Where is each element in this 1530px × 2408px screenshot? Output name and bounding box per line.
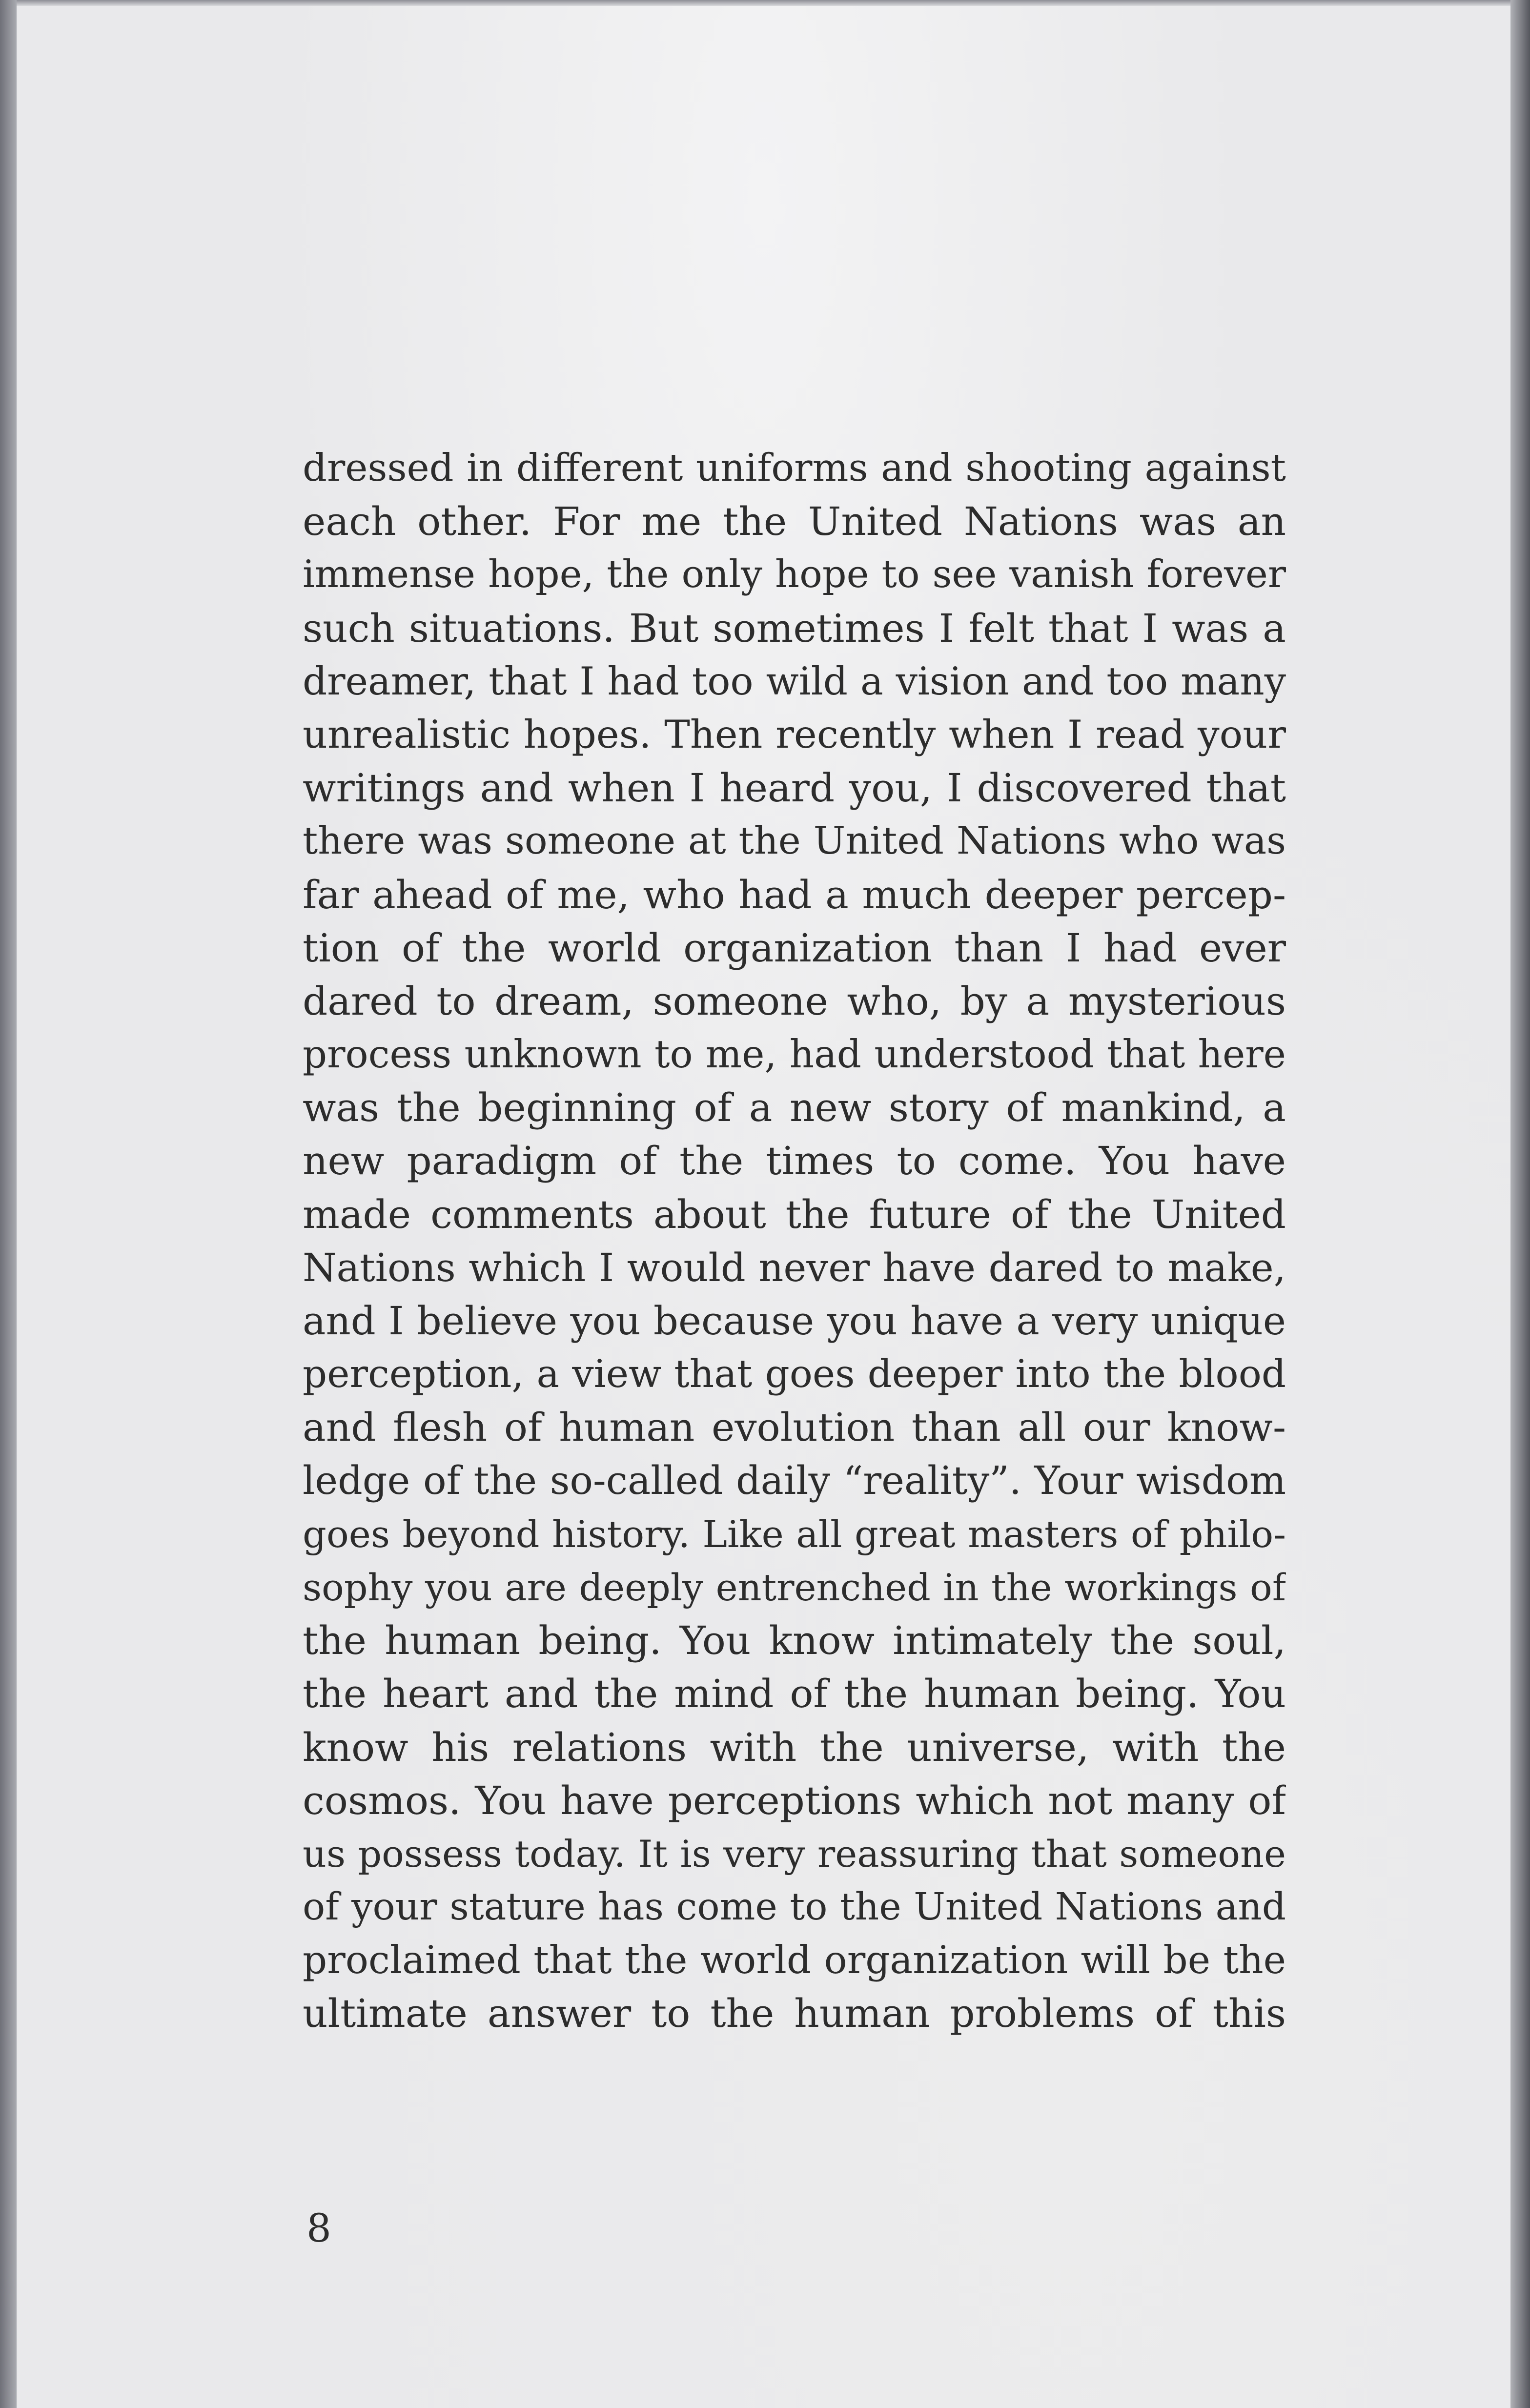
text-line: made comments about the future of the United [303, 1191, 1286, 1237]
text-line: dressed in different uniforms and shooting against [303, 446, 1286, 490]
text-line: immense hope, the only hope to see vanish forever [303, 552, 1286, 597]
text-line: far ahead of me, who had a much deeper percep- [303, 872, 1286, 918]
text-line: the human being. You know intimately the soul, [303, 1618, 1286, 1664]
text-line: was the beginning of a new story of mankind, a [303, 1085, 1286, 1131]
text-line: the heart and the mind of the human being. You [303, 1671, 1286, 1717]
text-line: each other. For me the United Nations was an [303, 499, 1286, 545]
text-line: such situations. But sometimes I felt that I was a [303, 605, 1286, 651]
scan-edge-left [0, 0, 17, 2408]
text-line: goes beyond history. Like all great masters of philo- [303, 1512, 1286, 1556]
text-line: sophy you are deeply entrenched in the workings of [303, 1565, 1286, 1609]
text-line: process unknown to me, had understood that here [303, 1032, 1286, 1077]
text-line: Nations which I would never have dared to make, [303, 1245, 1286, 1290]
text-line: cosmos. You have perceptions which not many of [303, 1777, 1286, 1823]
text-line: tion of the world organization than I had ever [303, 925, 1286, 971]
text-line: dreamer, that I had too wild a vision and too many [303, 659, 1286, 704]
text-line: know his relations with the universe, with the [303, 1724, 1286, 1770]
text-line: ultimate answer to the human problems of this [303, 1991, 1286, 2037]
text-line: us possess today. It is very reassuring that someone [303, 1832, 1286, 1876]
text-line: and flesh of human evolution than all our know- [303, 1405, 1286, 1450]
text-line: unrealistic hopes. Then recently when I read your [303, 712, 1286, 757]
text-line: writings and when I heard you, I discovered that [303, 765, 1286, 811]
text-line: new paradigm of the times to come. You have [303, 1138, 1286, 1184]
scan-edge-right [1510, 0, 1530, 2408]
scan-edge-top [0, 0, 1530, 6]
text-line: perception, a view that goes deeper into the blood [303, 1352, 1286, 1397]
text-line: there was someone at the United Nations who was [303, 819, 1286, 863]
text-line: ledge of the so-called daily “reality”. Your wisdom [303, 1458, 1286, 1503]
text-line: proclaimed that the world organization will be the [303, 1938, 1286, 1983]
text-line: dared to dream, someone who, by a mysterious [303, 978, 1286, 1024]
text-line: and I believe you because you have a very unique [303, 1298, 1286, 1344]
page-number: 8 [306, 2205, 331, 2251]
text-line: of your stature has come to the United Nations and [303, 1885, 1286, 1929]
body-text [303, 442, 1286, 2041]
